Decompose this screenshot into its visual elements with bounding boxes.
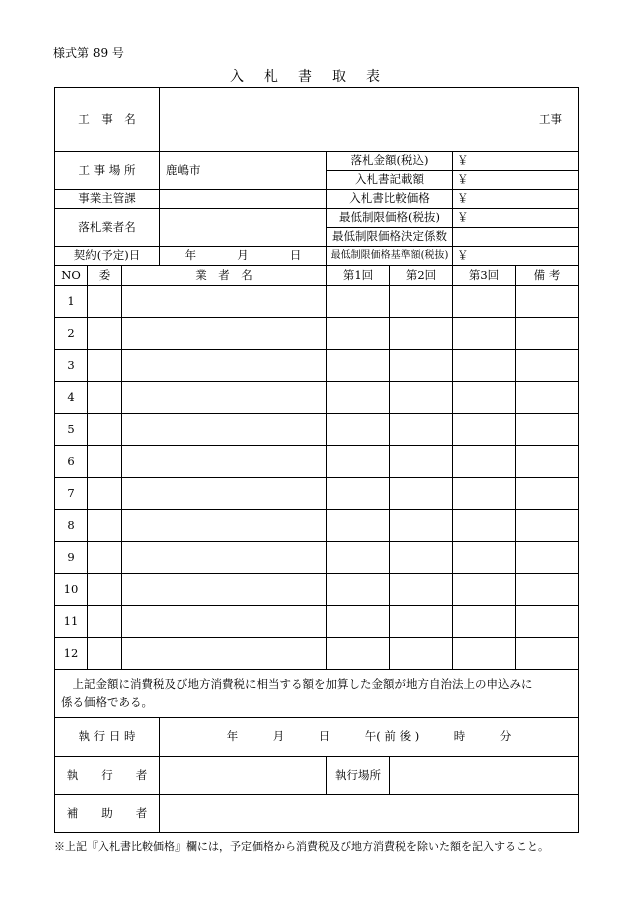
row-number: 2 <box>55 318 88 350</box>
bid-row <box>55 446 579 478</box>
row-number: 7 <box>55 478 88 510</box>
remarks-cell[interactable] <box>516 414 579 446</box>
award-amount-label: 落札金額(税込) <box>327 152 453 171</box>
round1-cell[interactable] <box>327 318 390 350</box>
page-title: 入札書取表 <box>230 69 400 85</box>
remarks-cell[interactable] <box>516 318 579 350</box>
contract-day: 日 <box>289 248 302 263</box>
department-label: 事業主管課 <box>55 190 160 209</box>
remarks-cell[interactable] <box>516 510 579 542</box>
row-number: 4 <box>55 382 88 414</box>
company-name-cell[interactable] <box>122 478 327 510</box>
bidder-field[interactable] <box>160 209 327 247</box>
remarks-cell[interactable] <box>516 446 579 478</box>
form-number: 様式第 89 号 <box>53 46 124 60</box>
col-no: NO <box>55 266 88 286</box>
row-number: 6 <box>55 446 88 478</box>
committee-cell[interactable] <box>88 318 122 350</box>
company-name-cell[interactable] <box>122 510 327 542</box>
row-number: 1 <box>55 286 88 318</box>
legal-note-line2: 係る価格である。 <box>61 694 153 709</box>
execution-datetime-field[interactable]: 年 月 日 午( 前 後 ) 時 分 <box>160 718 579 757</box>
remarks-cell[interactable] <box>516 542 579 574</box>
bid-row <box>55 542 579 574</box>
company-name-cell[interactable] <box>122 286 327 318</box>
committee-cell[interactable] <box>88 286 122 318</box>
committee-cell[interactable] <box>88 414 122 446</box>
location-label: 工 事 場 所 <box>55 152 160 190</box>
execution-place-label: 執行場所 <box>327 757 390 795</box>
compare-price-field[interactable]: ￥ <box>453 190 579 209</box>
round1-cell[interactable] <box>327 542 390 574</box>
company-name-cell[interactable] <box>122 318 327 350</box>
executor-field[interactable] <box>160 757 327 795</box>
round3-cell[interactable] <box>453 382 516 414</box>
committee-cell[interactable] <box>88 542 122 574</box>
bid-row <box>55 478 579 510</box>
assistant-field[interactable] <box>160 795 579 833</box>
round3-cell[interactable] <box>453 446 516 478</box>
footnote: ※上記『入札書比較価格』欄には，予定価格から消費税及び地方消費税を除いた額を記入すること。 <box>54 840 549 853</box>
legal-note <box>55 670 579 718</box>
committee-cell[interactable] <box>88 574 122 606</box>
round3-cell[interactable] <box>453 574 516 606</box>
execution-place-field[interactable] <box>390 757 579 795</box>
location-value[interactable]: 鹿嶋市 <box>160 152 327 190</box>
round2-cell[interactable] <box>390 574 453 606</box>
company-name-cell[interactable] <box>122 414 327 446</box>
bid-amount-field[interactable]: ￥ <box>453 171 579 190</box>
round1-cell[interactable] <box>327 414 390 446</box>
department-field[interactable] <box>160 190 327 209</box>
contract-date-label: 契約(予定)日 <box>55 247 160 266</box>
remarks-cell[interactable] <box>516 478 579 510</box>
col-round1: 第1回 <box>327 266 390 286</box>
min-coeff-label: 最低制限価格決定係数 <box>327 228 453 247</box>
round2-cell[interactable] <box>390 318 453 350</box>
committee-cell[interactable] <box>88 446 122 478</box>
round2-cell[interactable] <box>390 638 453 670</box>
committee-cell[interactable] <box>88 382 122 414</box>
round1-cell[interactable] <box>327 606 390 638</box>
round2-cell[interactable] <box>390 414 453 446</box>
round1-cell[interactable] <box>327 350 390 382</box>
bid-row <box>55 318 579 350</box>
round3-cell[interactable] <box>453 510 516 542</box>
remarks-cell[interactable] <box>516 286 579 318</box>
col-remarks: 備 考 <box>516 266 579 286</box>
bid-row <box>55 606 579 638</box>
contract-date-field[interactable] <box>160 247 327 266</box>
company-name-cell[interactable] <box>122 542 327 574</box>
round3-cell[interactable] <box>453 542 516 574</box>
round2-cell[interactable] <box>390 478 453 510</box>
min-coeff-field[interactable] <box>453 228 579 247</box>
round3-cell[interactable] <box>453 606 516 638</box>
bid-row <box>55 350 579 382</box>
bidder-label: 落札業者名 <box>55 209 160 247</box>
construction-name-field[interactable]: 工事 <box>160 88 579 152</box>
remarks-cell[interactable] <box>516 638 579 670</box>
remarks-cell[interactable] <box>516 606 579 638</box>
execution-datetime-label: 執 行 日 時 <box>55 718 160 757</box>
row-number: 12 <box>55 638 88 670</box>
bid-row <box>55 286 579 318</box>
round1-cell[interactable] <box>327 446 390 478</box>
col-round2: 第2回 <box>390 266 453 286</box>
col-company: 業 者 名 <box>122 266 327 286</box>
company-name-cell[interactable] <box>122 382 327 414</box>
min-price-field[interactable]: ￥ <box>453 209 579 228</box>
legal-note-line1: 上記金額に消費税及び地方消費税に相当する額を加算した金額が地方自治法上の申込みに <box>72 677 533 692</box>
construction-name-label: 工 事 名 <box>55 88 160 152</box>
round3-cell[interactable] <box>453 286 516 318</box>
round2-cell[interactable] <box>390 382 453 414</box>
round1-cell[interactable] <box>327 478 390 510</box>
round3-cell[interactable] <box>453 414 516 446</box>
round2-cell[interactable] <box>390 446 453 478</box>
company-name-cell[interactable] <box>122 350 327 382</box>
company-name-cell[interactable] <box>122 606 327 638</box>
remarks-cell[interactable] <box>516 382 579 414</box>
min-base-field[interactable]: ￥ <box>453 247 579 266</box>
bid-row <box>55 510 579 542</box>
round1-cell[interactable] <box>327 638 390 670</box>
bid-row <box>55 382 579 414</box>
round1-cell[interactable] <box>327 286 390 318</box>
committee-cell[interactable] <box>88 638 122 670</box>
row-number: 9 <box>55 542 88 574</box>
round2-cell[interactable] <box>390 606 453 638</box>
round1-cell[interactable] <box>327 510 390 542</box>
round1-cell[interactable] <box>327 382 390 414</box>
award-amount-field[interactable]: ￥ <box>453 152 579 171</box>
round3-cell[interactable] <box>453 478 516 510</box>
round3-cell[interactable] <box>453 638 516 670</box>
bid-record-table <box>54 87 579 833</box>
round1-cell[interactable] <box>327 574 390 606</box>
col-committee: 委 <box>88 266 122 286</box>
executor-label: 執 行 者 <box>55 757 160 795</box>
round3-cell[interactable] <box>453 350 516 382</box>
min-price-label: 最低制限価格(税抜) <box>327 209 453 228</box>
assistant-label: 補 助 者 <box>55 795 160 833</box>
round2-cell[interactable] <box>390 286 453 318</box>
contract-month: 月 <box>237 248 249 263</box>
round3-cell[interactable] <box>453 318 516 350</box>
row-number: 10 <box>55 574 88 606</box>
col-round3: 第3回 <box>453 266 516 286</box>
committee-cell[interactable] <box>88 606 122 638</box>
bid-amount-label: 入札書記載額 <box>327 171 453 190</box>
bid-row <box>55 574 579 606</box>
bid-row <box>55 414 579 446</box>
round2-cell[interactable] <box>390 542 453 574</box>
company-name-cell[interactable] <box>122 574 327 606</box>
company-name-cell[interactable] <box>122 638 327 670</box>
bid-row <box>55 638 579 670</box>
committee-cell[interactable] <box>88 510 122 542</box>
compare-price-label: 入札書比較価格 <box>327 190 453 209</box>
row-number: 3 <box>55 350 88 382</box>
company-name-cell[interactable] <box>122 446 327 478</box>
min-base-label: 最低制限価格基準額(税抜) <box>327 247 453 266</box>
round2-cell[interactable] <box>390 510 453 542</box>
contract-year: 年 <box>184 248 197 263</box>
round2-cell[interactable] <box>390 350 453 382</box>
remarks-cell[interactable] <box>516 574 579 606</box>
row-number: 5 <box>55 414 88 446</box>
row-number: 11 <box>55 606 88 638</box>
remarks-cell[interactable] <box>516 350 579 382</box>
committee-cell[interactable] <box>88 350 122 382</box>
row-number: 8 <box>55 510 88 542</box>
committee-cell[interactable] <box>88 478 122 510</box>
